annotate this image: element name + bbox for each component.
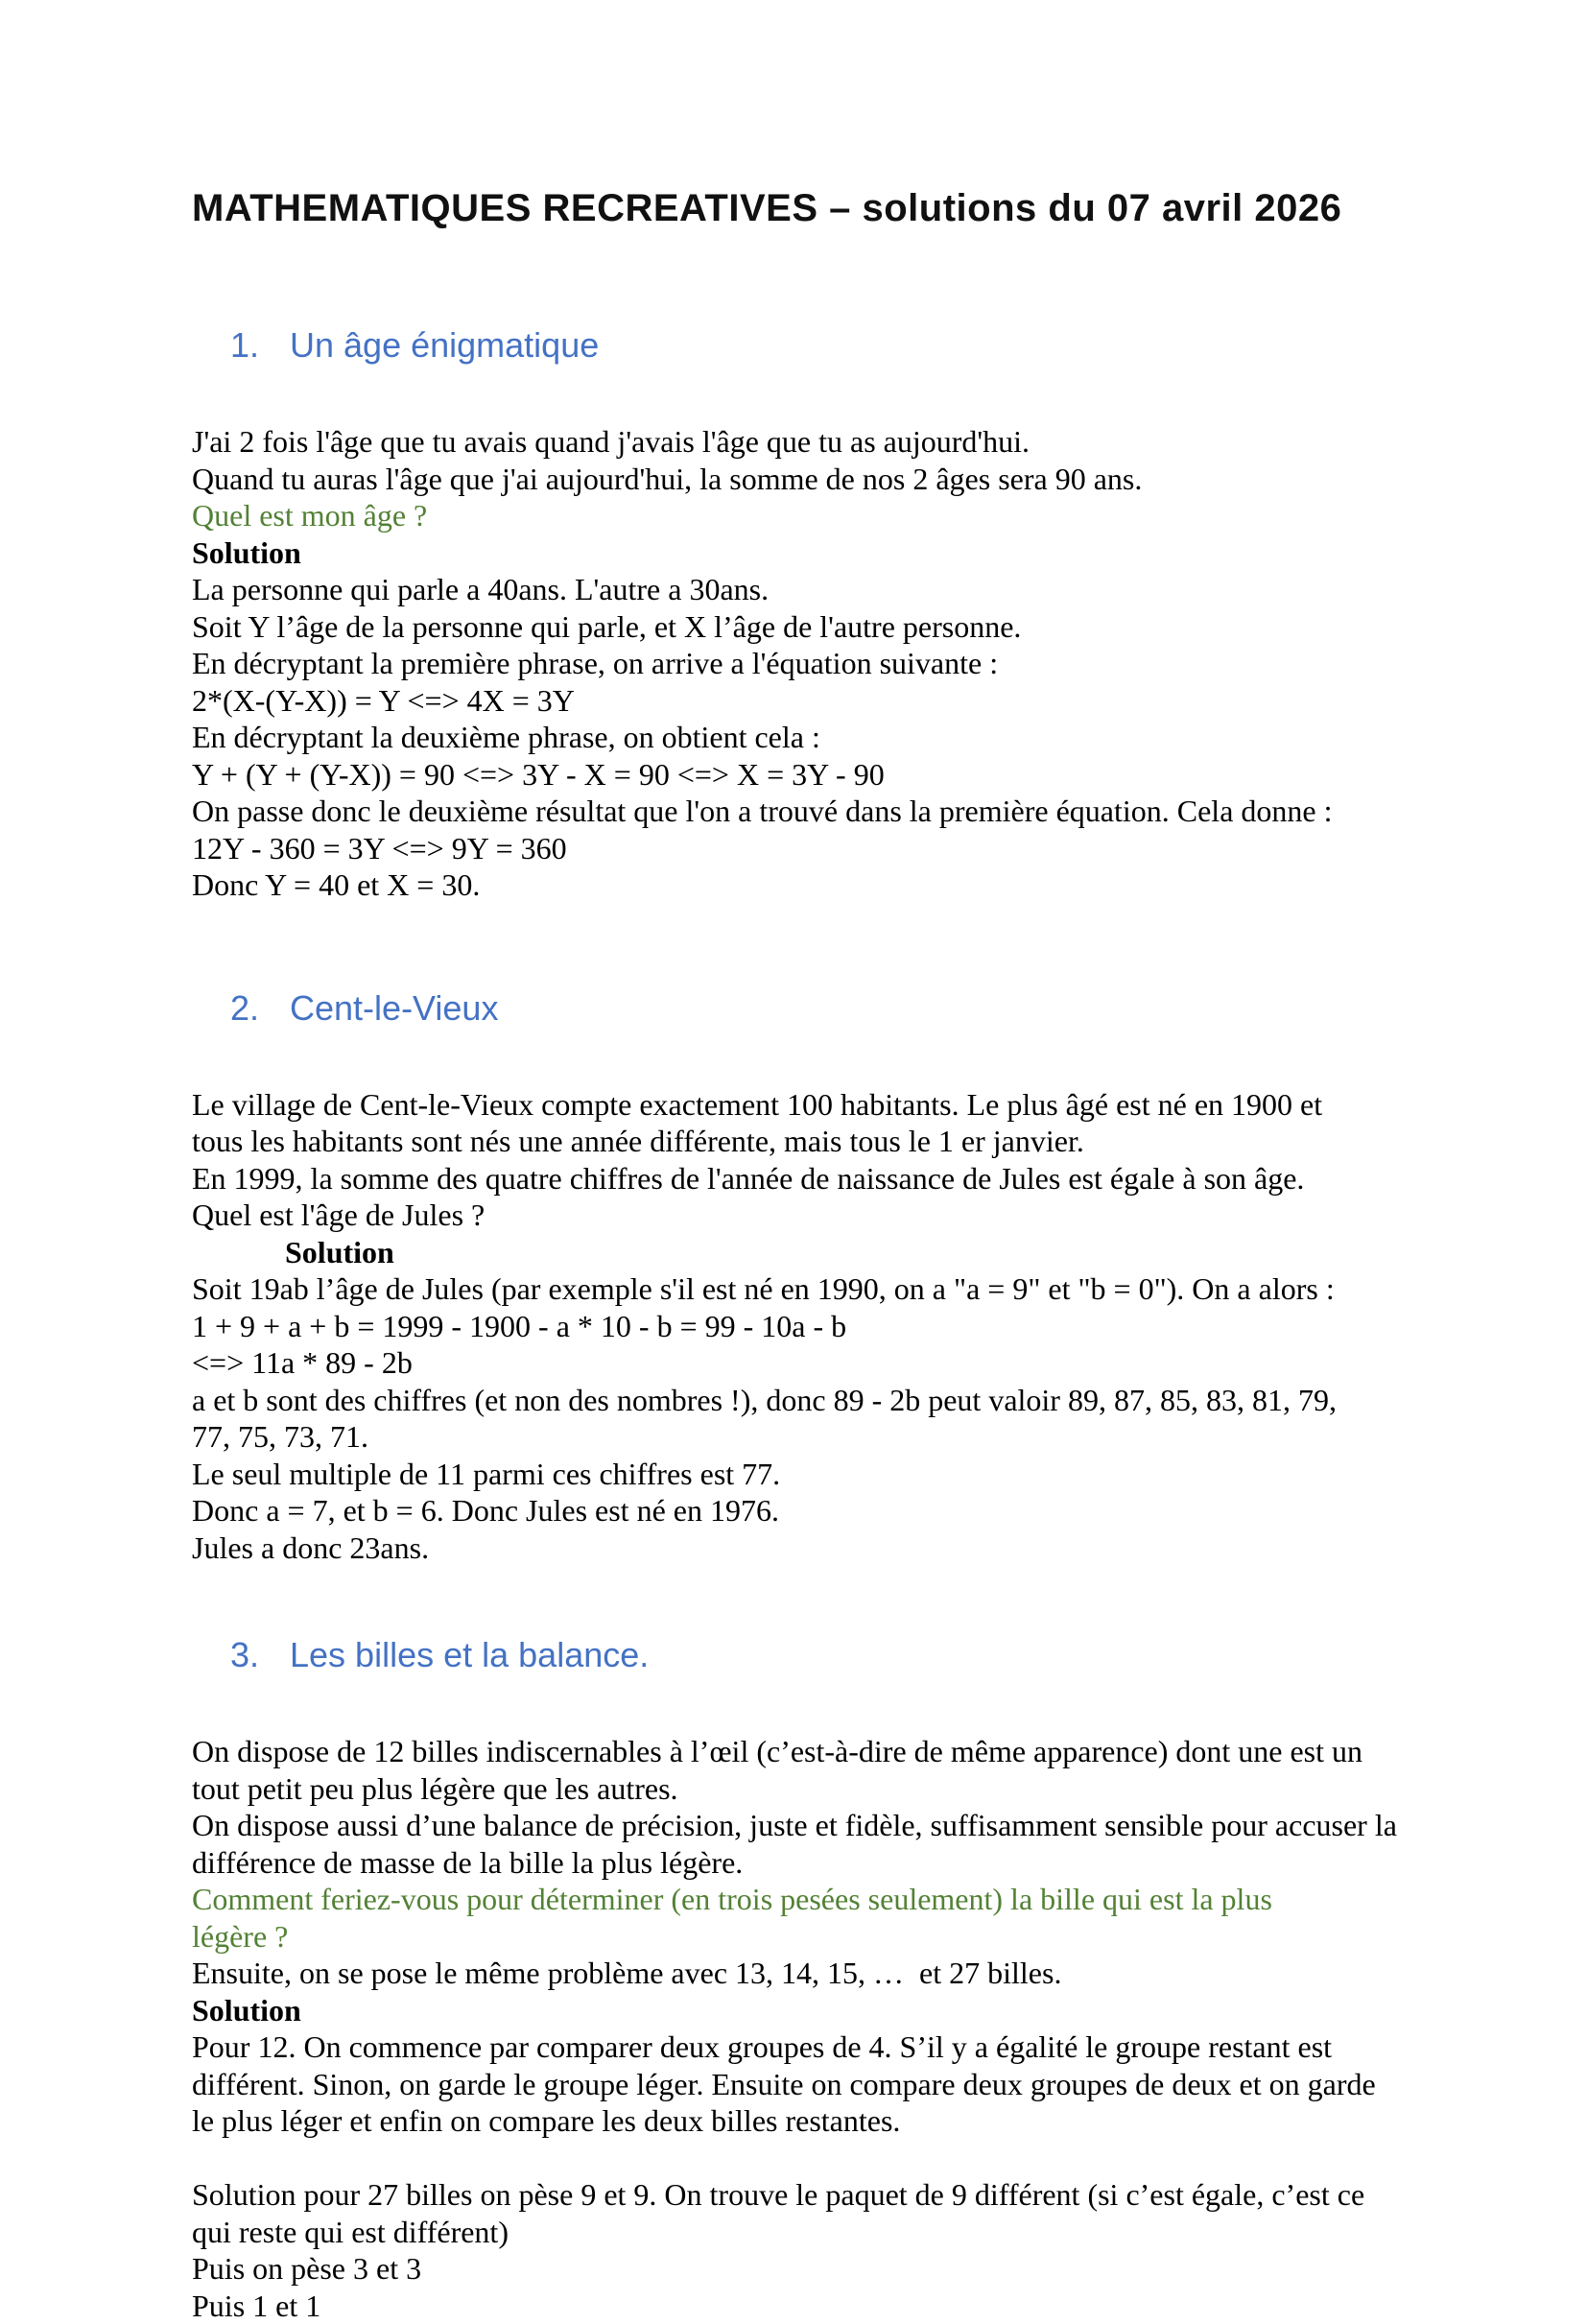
text-line: Le seul multiple de 11 parmi ces chiffres est 77.: [192, 1456, 1424, 1493]
section-1-number: 1.: [230, 323, 290, 368]
text-line: Puis 1 et 1: [192, 2288, 1424, 2324]
section-3-body: [192, 1733, 1424, 2324]
question-text: légère ?: [192, 1918, 1424, 1956]
text-line: La personne qui parle a 40ans. L'autre a 30ans.: [192, 571, 1424, 608]
text-line: Soit 19ab l’âge de Jules (par exemple s'il est né en 1990, on a "a = 9" et "b = 0"). On a alors :: [192, 1270, 1424, 1308]
text-line: tout petit peu plus légère que les autres.: [192, 1770, 1424, 1808]
section-3-number: 3.: [230, 1633, 290, 1677]
text-line: tous les habitants sont nés une année différente, mais tous le 1 er janvier.: [192, 1123, 1424, 1160]
text-line: Ensuite, on se pose le même problème avec 13, 14, 15, … et 27 billes.: [192, 1955, 1424, 1992]
solution-label: Solution: [192, 1992, 1424, 2029]
text-line: Soit Y l’âge de la personne qui parle, et X l’âge de l'autre personne.: [192, 608, 1424, 646]
text-line: Pour 12. On commence par comparer deux groupes de 4. S’il y a égalité le groupe restant est: [192, 2028, 1424, 2066]
text-line: différent. Sinon, on garde le groupe léger. Ensuite on compare deux groupes de deux et on garde: [192, 2066, 1424, 2103]
text-line: Solution pour 27 billes on pèse 9 et 9. On trouve le paquet de 9 différent (si c’est égale, c’est ce: [192, 2176, 1424, 2214]
text-line: On dispose de 12 billes indiscernables à l’œil (c’est-à-dire de même apparence) dont une est un: [192, 1733, 1424, 1770]
text-line: le plus léger et enfin on compare les deux billes restantes.: [192, 2102, 1424, 2140]
text-line: J'ai 2 fois l'âge que tu avais quand j'avais l'âge que tu as aujourd'hui.: [192, 423, 1424, 461]
section-2-body: [192, 1086, 1424, 1567]
text-line: Puis on pèse 3 et 3: [192, 2250, 1424, 2288]
equation-line: 2*(X-(Y-X)) = Y <=> 4X = 3Y: [192, 682, 1424, 720]
text-line: Jules a donc 23ans.: [192, 1530, 1424, 1567]
question-text: Quel est mon âge ?: [192, 497, 1424, 534]
text-line: différence de masse de la bille la plus légère.: [192, 1844, 1424, 1882]
text-line: En 1999, la somme des quatre chiffres de l'année de naissance de Jules est égale à son âge.: [192, 1160, 1424, 1198]
text-line: Donc a = 7, et b = 6. Donc Jules est né en 1976.: [192, 1492, 1424, 1530]
section-2-heading-text: Cent-le-Vieux: [290, 988, 498, 1028]
question-text: Quel est l'âge de Jules ?: [192, 1197, 1424, 1234]
section-2-heading: [192, 942, 1424, 1075]
text-line: En décryptant la deuxième phrase, on obtient cela :: [192, 719, 1424, 756]
section-3-heading-text: Les billes et la balance.: [290, 1635, 649, 1674]
text-line: Quand tu auras l'âge que j'ai aujourd'hui, la somme de nos 2 âges sera 90 ans.: [192, 461, 1424, 498]
section-1-heading-text: Un âge énigmatique: [290, 325, 599, 365]
section-1-body: [192, 423, 1424, 904]
text-line: Le village de Cent-le-Vieux compte exactement 100 habitants. Le plus âgé est né en 1900 et: [192, 1086, 1424, 1124]
text-line: On passe donc le deuxième résultat que l'on a trouvé dans la première équation. Cela donne :: [192, 793, 1424, 830]
equation-line: 1 + 9 + a + b = 1999 - 1900 - a * 10 - b = 99 - 10a - b: [192, 1308, 1424, 1345]
solution-label: Solution: [192, 1234, 1424, 1271]
text-line: On dispose aussi d’une balance de précision, juste et fidèle, suffisamment sensible pour accuser la: [192, 1807, 1424, 1844]
document-title: MATHEMATIQUES RECREATIVES – solutions du 07 avril 2026: [192, 187, 1424, 229]
question-text: Comment feriez-vous pour déterminer (en trois pesées seulement) la bille qui est la plus: [192, 1881, 1424, 1918]
text-line: Donc Y = 40 et X = 30.: [192, 866, 1424, 904]
blank-line: [192, 2140, 1424, 2177]
text-line: a et b sont des chiffres (et non des nombres !), donc 89 - 2b peut valoir 89, 87, 85, 83, 81, 79,: [192, 1382, 1424, 1419]
equation-line: Y + (Y + (Y-X)) = 90 <=> 3Y - X = 90 <=> X = 3Y - 90: [192, 756, 1424, 794]
section-3-heading: [192, 1589, 1424, 1721]
equation-line: 12Y - 360 = 3Y <=> 9Y = 360: [192, 830, 1424, 867]
text-line: En décryptant la première phrase, on arrive a l'équation suivante :: [192, 645, 1424, 682]
equation-line: <=> 11a * 89 - 2b: [192, 1344, 1424, 1382]
section-1-heading: [192, 279, 1424, 412]
text-line: 77, 75, 73, 71.: [192, 1418, 1424, 1456]
solution-label: Solution: [192, 534, 1424, 572]
section-2-number: 2.: [230, 986, 290, 1031]
text-line: qui reste qui est différent): [192, 2214, 1424, 2251]
